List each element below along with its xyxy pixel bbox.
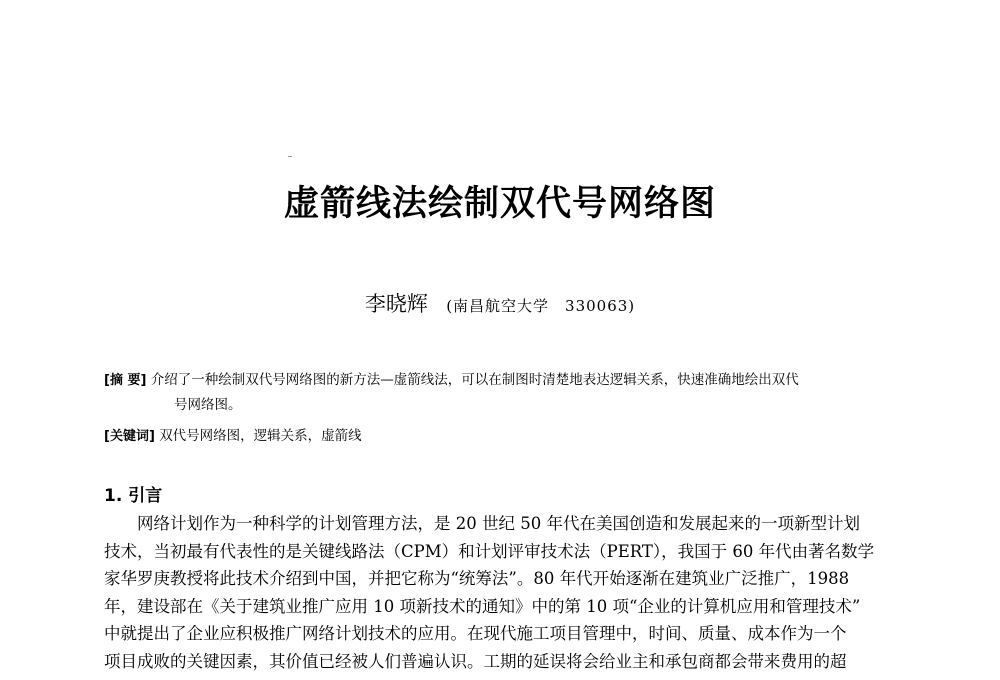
body-line: 中就提出了企业应积极推广网络计划技术的应用。在现代施工项目管理中，时间、质量、成本作为一个	[104, 624, 847, 643]
paper-title: 虚箭线法绘制双代号网络图	[283, 184, 716, 224]
abstract-text-line2: 号网络图。	[174, 397, 242, 413]
abstract-tag: [摘 要]	[104, 373, 147, 388]
author-affiliation: (南昌航空大学 330063)	[446, 297, 636, 315]
body-line: 技术，当初最有代表性的是关键线路法（CPM）和计划评审技术法（PERT），我国于 60 年代由著名数学	[104, 541, 875, 561]
body-line: 年，建设部在《关于建筑业推广应用 10 项新技术的通知》中的第 10 项“企业的计算机应用和管理技术”	[104, 596, 861, 616]
scan-speck	[288, 156, 292, 157]
body-line: 项目成败的关键因素，其价值已经被人们普遍认识。工期的延误将会给业主和承包商都会带来费用的超	[104, 651, 847, 671]
byline	[0, 288, 1000, 318]
abstract	[104, 368, 904, 418]
body-line: 家华罗庚教授将此技术介绍到中国，并把它称为“统筹法”。80 年代开始逐渐在建筑业广泛推广，1988	[104, 569, 850, 588]
body-line: 网络计划作为一种科学的计划管理方法，是 20 世纪 50 年代在美国创造和发展起来的一项新型计划	[137, 514, 860, 533]
keywords	[104, 424, 362, 444]
keywords-text: 双代号网络图，逻辑关系，虚箭线	[159, 428, 362, 444]
keywords-tag: [关键词]	[104, 429, 155, 444]
body-text	[104, 510, 904, 675]
abstract-text-line1: 介绍了一种绘制双代号网络图的新方法—虚箭线法，可以在制图时清楚地表达逻辑关系，快速准确地绘出双代	[150, 372, 799, 388]
author-name: 李晓辉	[364, 292, 428, 316]
section-heading: 1. 引言	[104, 486, 163, 506]
